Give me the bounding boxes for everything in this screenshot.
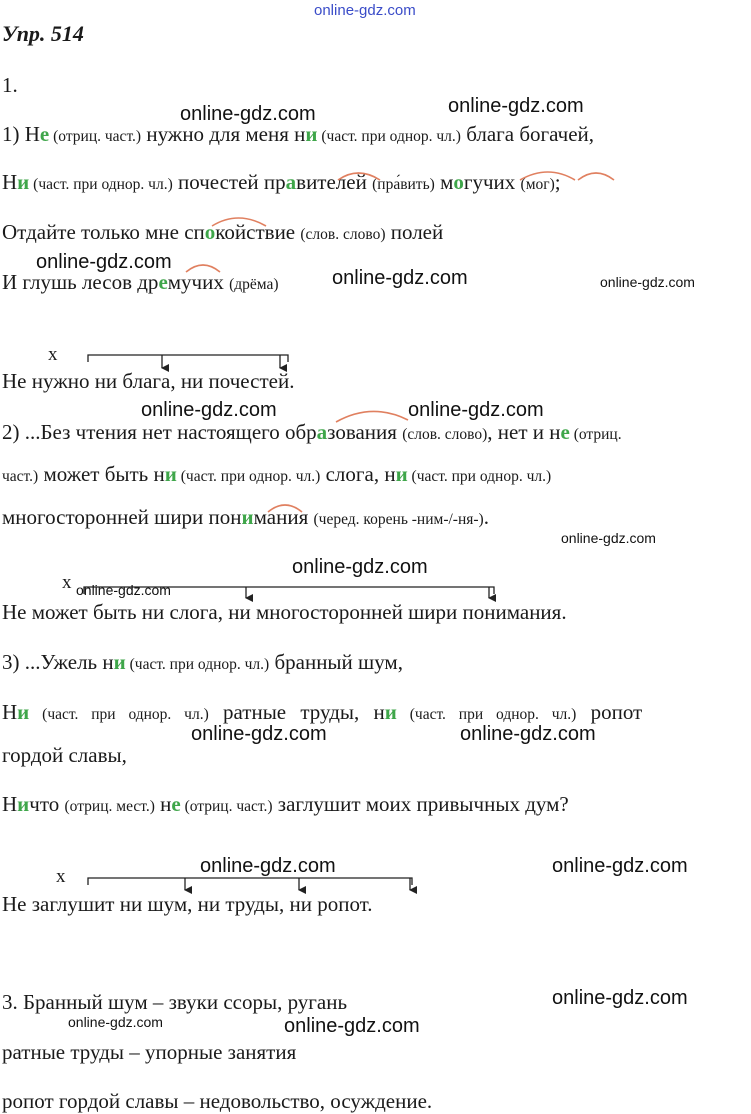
watermark-top: online-gdz.com	[314, 2, 416, 19]
text: почестей пр	[172, 170, 286, 194]
watermark: online-gdz.com	[561, 530, 656, 546]
highlight-letter: о	[453, 170, 464, 194]
grammar-note: (слов. слово)	[402, 426, 488, 443]
grammar-note: част.)	[2, 468, 39, 485]
watermark: online-gdz.com	[180, 103, 316, 125]
watermark: online-gdz.com	[191, 723, 327, 745]
scheme-brace-3	[88, 878, 412, 890]
grammar-note: (част. при однор. чл.)	[407, 468, 552, 485]
ex1-line4	[2, 270, 279, 297]
ex3-line3: гордой славы,	[2, 743, 127, 767]
grammar-note: (отриц.	[569, 426, 622, 443]
section3-line3: ропот гордой славы – недовольство, осуждение.	[2, 1089, 433, 1113]
highlight-letter: и	[113, 650, 126, 674]
text: может быть н	[38, 462, 165, 486]
text: Н	[2, 700, 18, 724]
grammar-note: (отриц. част.)	[180, 798, 273, 815]
grammar-note: (част. при однор. чл.)	[29, 706, 209, 723]
text: койствие	[215, 220, 301, 244]
highlight-letter: и	[17, 170, 30, 194]
highlight-letter: е	[560, 420, 570, 444]
text: зования	[327, 420, 403, 444]
scheme-mark: х	[48, 344, 58, 365]
text: н	[154, 792, 172, 816]
text: Н	[24, 122, 40, 146]
text: Отдайте только мне сп	[2, 220, 205, 244]
highlight-letter: и	[305, 122, 318, 146]
text: мания	[253, 505, 314, 529]
ex1-line1	[2, 122, 594, 149]
text: м	[434, 170, 454, 194]
scheme-mark: х	[56, 866, 66, 887]
grammar-note: (дрёма)	[229, 276, 279, 293]
watermark: online-gdz.com	[36, 251, 172, 273]
watermark: online-gdz.com	[284, 1015, 420, 1037]
text: многосторонней шири пон	[2, 505, 242, 529]
grammar-note: (мог)	[520, 176, 555, 193]
watermark: online-gdz.com	[552, 855, 688, 877]
text: , нет и н	[487, 420, 561, 444]
exercise-title: Упр. 514	[2, 21, 84, 46]
grammar-note: (пра́вить)	[372, 176, 435, 193]
section-number: 1.	[2, 73, 18, 97]
text: Н	[2, 792, 18, 816]
ex1-line2	[2, 170, 561, 197]
highlight-letter: о	[204, 220, 216, 244]
ex2-line3	[2, 505, 489, 532]
highlight-letter: и	[17, 792, 30, 816]
watermark: online-gdz.com	[408, 399, 544, 421]
text: ропот	[576, 700, 643, 724]
watermark: online-gdz.com	[332, 267, 468, 289]
grammar-note: (слов. слово)	[300, 226, 386, 243]
text: вителей	[296, 170, 373, 194]
grammar-note: (отриц. мест.)	[64, 798, 155, 815]
ex3-line1	[2, 650, 403, 677]
scheme-brace-1	[88, 355, 288, 368]
text: бранный шум,	[269, 650, 403, 674]
text: .	[483, 505, 489, 529]
ex1-line3	[2, 220, 443, 247]
text: слога, н	[320, 462, 396, 486]
text: 3) ...Ужель н	[2, 650, 114, 674]
grammar-note: (отриц. част.)	[49, 128, 142, 145]
watermark: online-gdz.com	[552, 987, 688, 1009]
ex2-scheme-sentence: Не может быть ни слога, ни многосторонней шири понимания.	[2, 600, 567, 624]
highlight-letter: и	[241, 505, 254, 529]
watermark: online-gdz.com	[292, 556, 428, 578]
watermark: online-gdz.com	[200, 855, 336, 877]
grammar-note: (част. при однор. чл.)	[317, 128, 461, 145]
grammar-note: (част. при однор. чл.)	[176, 468, 321, 485]
highlight-letter: и	[395, 462, 408, 486]
text: блага богачей,	[460, 122, 594, 146]
ex2-line2	[2, 462, 551, 489]
text: ;	[554, 170, 561, 194]
watermark: online-gdz.com	[448, 95, 584, 117]
text: 2) ...Без чтения нет настоящего обр	[2, 420, 317, 444]
text: полей	[385, 220, 444, 244]
highlight-letter: е	[158, 270, 168, 294]
scheme-mark: х	[62, 572, 72, 593]
text: гучих	[463, 170, 521, 194]
ex3-line4	[2, 792, 569, 819]
grammar-note: (част. при однор. чл.)	[125, 656, 270, 673]
watermark: online-gdz.com	[141, 399, 277, 421]
highlight-letter: е	[39, 122, 50, 146]
text: Н	[2, 170, 18, 194]
text: заглушит моих привычных дум?	[272, 792, 569, 816]
grammar-note: (част. при однор. чл.)	[29, 176, 173, 193]
highlight-letter: и	[384, 700, 397, 724]
ex2-line1	[2, 420, 622, 447]
grammar-note: (част. при однор. чл.)	[396, 706, 577, 723]
highlight-letter: а	[316, 420, 328, 444]
text: мучих	[167, 270, 230, 294]
ex3-scheme-sentence: Не заглушит ни шум, ни труды, ни ропот.	[2, 892, 373, 916]
text: И глушь лесов др	[2, 270, 159, 294]
highlight-letter: и	[17, 700, 30, 724]
grammar-note: (черед. корень -ним-/-ня-)	[313, 511, 484, 528]
highlight-letter: е	[171, 792, 181, 816]
text: ратные труды, н	[208, 700, 385, 724]
highlight-letter: а	[285, 170, 297, 194]
watermark: online-gdz.com	[76, 582, 171, 598]
text: что	[29, 792, 65, 816]
text: 1)	[2, 122, 25, 146]
highlight-letter: и	[164, 462, 177, 486]
ex1-scheme-sentence: Не нужно ни блага, ни почестей.	[2, 369, 295, 393]
watermark: online-gdz.com	[600, 274, 695, 290]
section3-line2: ратные труды – упорные занятия	[2, 1040, 297, 1064]
section3-line1: 3. Бранный шум – звуки ссоры, ругань	[2, 990, 348, 1014]
watermark: online-gdz.com	[68, 1014, 163, 1030]
text: нужно для меня н	[141, 122, 306, 146]
watermark: online-gdz.com	[460, 723, 596, 745]
